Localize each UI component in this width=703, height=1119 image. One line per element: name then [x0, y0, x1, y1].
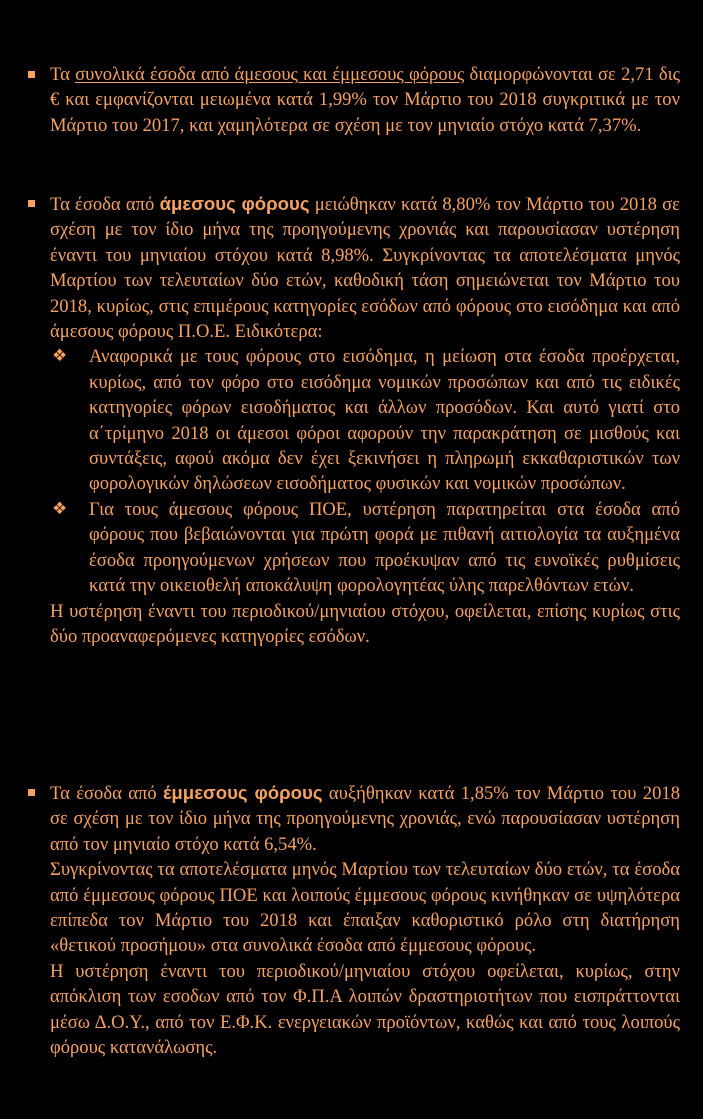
- direct-taxes-shortfall-paragraph: Η υστέρηση έναντι του περιοδικού/μηνιαίου στόχου, οφείλεται, επίσης κυρίως στις δύο προαναφερόμενες κατηγορίες εσόδων.: [50, 600, 680, 647]
- indirect-taxes-paragraph: Τα έσοδα από έμμεσους φόρους αυξήθηκαν κατά 1,85% τον Μάρτιο του 2018 σε σχέση με τον ίδιο μήνα της προηγούμενης χρονιάς, ενώ παρουσίασαν υστέρηση από τον μηνιαίο στόχο κατά 6,54%.: [50, 782, 680, 855]
- section-total-revenue: [50, 62, 680, 138]
- sub-item-poe-direct-taxes: [50, 497, 680, 599]
- section-indirect-taxes: [50, 780, 680, 1060]
- indirect-taxes-comparison-paragraph: Συγκρίνοντας τα αποτελέσματα μηνός Μαρτίου των τελευταίων δύο ετών, τα έσοδα από έμμεσους φόρους ΠΟΕ και λοιπούς έμμεσους φόρους κινήθηκαν σε υψηλότερα επίπεδα τον Μάρτιο του 2018 και έπαιξαν καθοριστικό ρόλο στη διατήρηση «θετικού προσήμου» στα συνολικά έσοδα από έμμεσους φόρους.: [50, 859, 680, 957]
- poe-direct-taxes-paragraph: Για τους άμεσους φόρους ΠΟΕ, υστέρηση παρατηρείται στα έσοδα από φόρους που βεβαιώνονται για πρώτη φορά με πιθανή αιτιολογία τα αυξημένα έσοδα προηγούμενων χρήσεων που προέκυψαν από τις ευνοϊκές ρυθμίσεις κατά την οικειοθελή αποκάλυψη φορολογητέας ύλης παρελθόντων ετών.: [89, 498, 680, 597]
- direct-taxes-bold-term: άμεσους φόρους: [159, 193, 310, 214]
- total-revenue-paragraph: Τα συνολικά έσοδα από άμεσους και έμμεσους φόρους διαμορφώνονται σε 2,71 δις € και εμφανίζονται μειωμένα κατά 1,99% τον Μάρτιο του 2018 συγκριτικά με τον Μάρτιο του 2017, και χαμηλότερα σε σχέση με τον μηνιαίο στόχο κατά 7,37%.: [50, 64, 680, 136]
- total-revenue-underlined-term: συνολικά έσοδα από άμεσους και έμμεσους φόρους: [75, 64, 465, 85]
- square-bullet-icon: [28, 71, 35, 78]
- sub-item-income-taxes: [50, 344, 680, 496]
- diamond-bullet-icon: ❖: [52, 346, 68, 367]
- section-direct-taxes: [50, 191, 680, 649]
- indirect-taxes-shortfall-paragraph: Η υστέρηση έναντι του περιοδικού/μηνιαίου στόχου οφείλεται, κυρίως, στην απόκλιση των εσοδων από τον Φ.Π.Α λοιπών δραστηριοτήτων που εισπράττονται μέσω Δ.Ο.Υ., από τον Ε.Φ.Κ. ενεργειακών προϊόντων, καθώς και από τους λοιπούς φόρους κατανάλωσης.: [50, 960, 680, 1059]
- direct-taxes-paragraph: Τα έσοδα από άμεσους φόρους μειώθηκαν κατά 8,80% τον Μάρτιο του 2018 σε σχέση με τον ίδιο μήνα της προηγούμενης χρονιάς και παρουσίασαν υστέρηση έναντι του μηνιαίου στόχου κατά 8,98%. Συγκρίνοντας τα αποτελέσματα μηνός Μαρτίου των τελευταίων δύο ετών, καθοδική τάση σημειώνεται τον Μάρτιο του 2018, κυρίως, στις επιμέρους κατηγορίες εσόδων από φόρους στο εισόδημα και από άμεσους φόρους Π.Ο.Ε. Ειδικότερα:: [50, 193, 680, 343]
- square-bullet-icon: [28, 200, 35, 207]
- square-bullet-icon: [28, 789, 35, 796]
- indirect-taxes-bold-term: έμμεσους φόρους: [163, 782, 323, 803]
- diamond-bullet-icon: ❖: [52, 498, 68, 519]
- income-taxes-paragraph: Αναφορικά με τους φόρους στο εισόδημα, η μείωση στα έσοδα προέρχεται, κυρίως, από τον φόρο στο εισόδημα νομικών προσώπων και από τις ειδικές κατηγορίες φόρων εισοδήματος και άλλων προσόδων. Και αυτό γιατί στο α΄τρίμηνο 2018 οι άμεσοι φόροι αφορούν την παρακράτηση σε μισθούς και συντάξεις, αφού ακόμα δεν έχει ξεκινήσει η πληρωμή εκκαθαριστικών των φορολογικών δηλώσεων εισοδήματος φυσικών και νομικών προσώπων.: [89, 346, 680, 495]
